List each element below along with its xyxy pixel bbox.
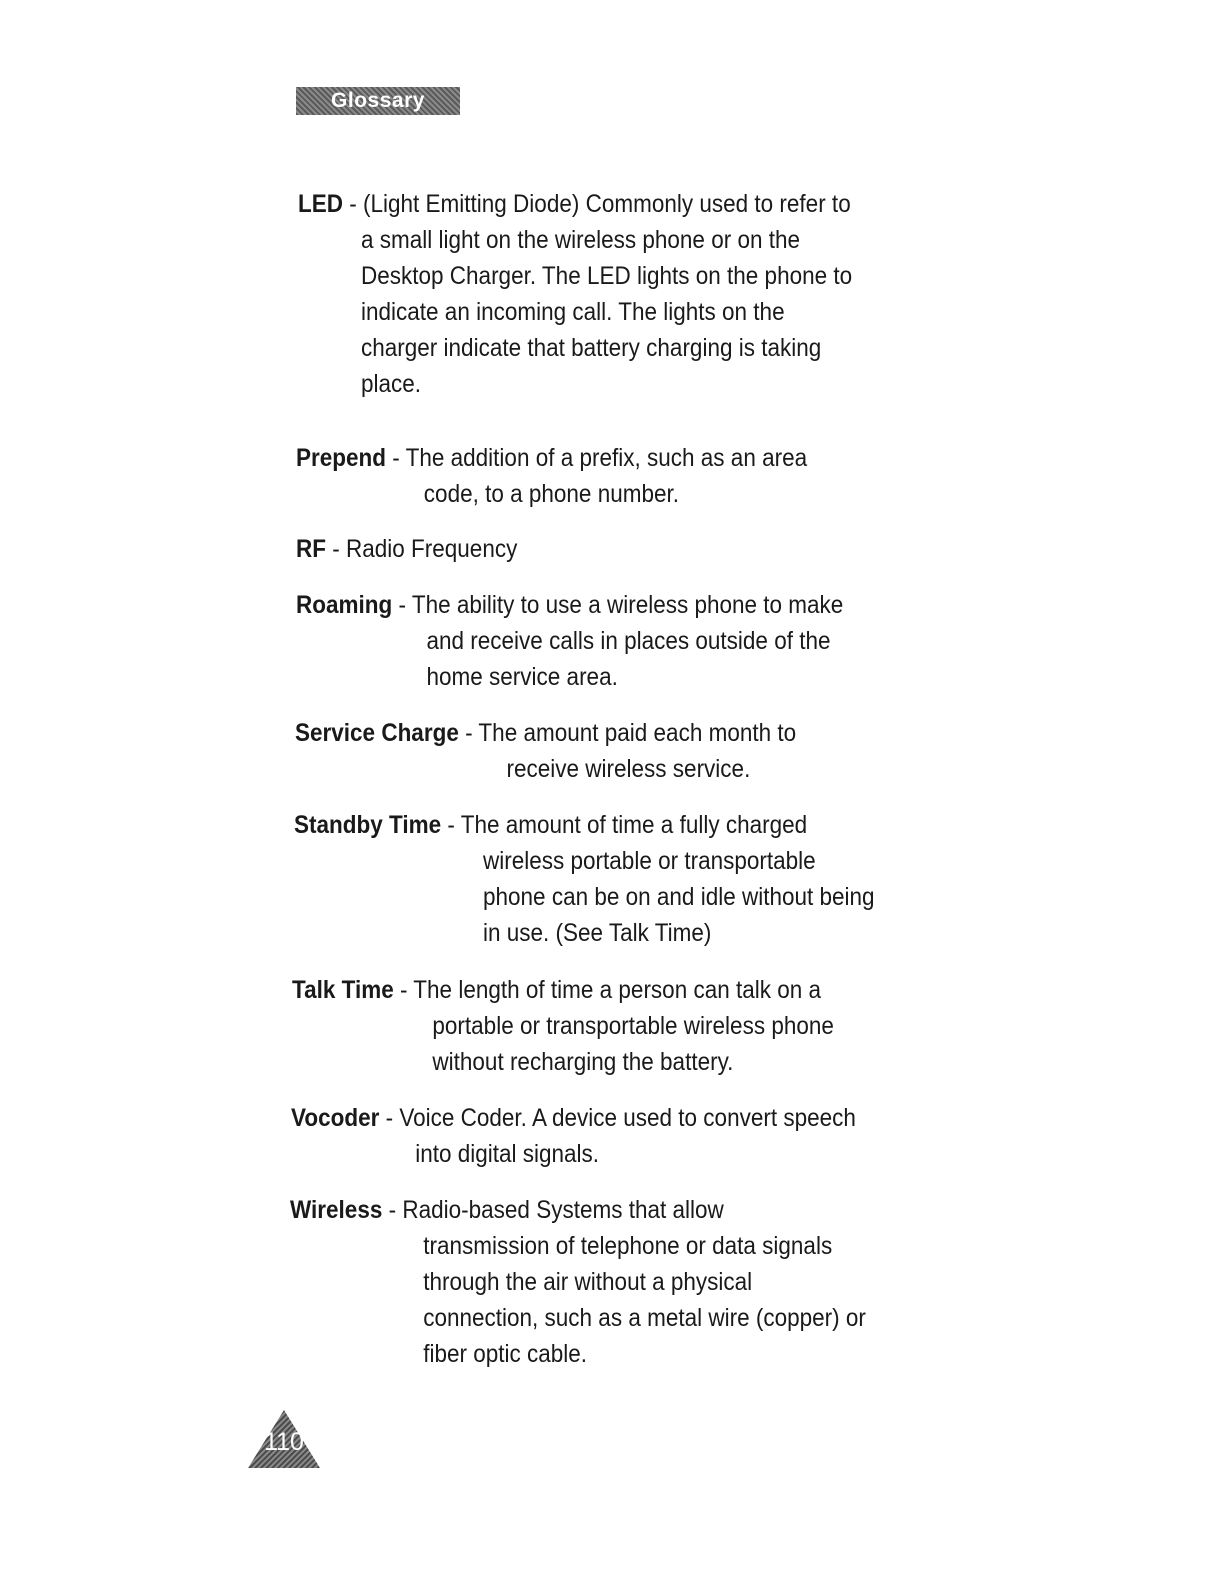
glossary-term: Standby Time: [294, 811, 442, 839]
definition-line: The length of time a person can talk on a: [413, 976, 822, 1004]
definition-line: receive wireless service.: [506, 755, 751, 783]
glossary-entry-vocoder: Vocoder - Voice Coder. A device used to convert speech into digital signals.: [291, 1100, 856, 1172]
definition-line: code, to a phone number.: [423, 480, 679, 508]
definition-line: Desktop Charger. The LED lights on the phone to: [361, 262, 853, 290]
definition-line: through the air without a physical: [423, 1268, 753, 1296]
glossary-term: Prepend: [296, 444, 387, 472]
glossary-entry-rf: RF - Radio Frequency: [296, 535, 518, 563]
definition-line: and receive calls in places outside of the: [426, 627, 831, 655]
glossary-term: LED: [298, 190, 343, 218]
glossary-term: Wireless: [290, 1196, 383, 1224]
definition-line: portable or transportable wireless phone: [432, 1012, 834, 1040]
glossary-term: Roaming: [296, 591, 393, 619]
definition-line: The ability to use a wireless phone to make: [411, 591, 844, 619]
definition-line: Radio Frequency: [345, 535, 518, 563]
glossary-entry-led: LED - (Light Emitting Diode) Commonly used to refer to a small light on the wireless phone or on the Desktop Charger. The LED lights on the phone to indicate an incoming call. The lights on the charger indicate that battery charging is taking place.: [298, 186, 852, 402]
glossary-term: Service Charge: [295, 719, 459, 747]
glossary-term: RF: [296, 535, 326, 563]
glossary-term: Talk Time: [292, 976, 394, 1004]
glossary-entry-prepend: Prepend - The addition of a prefix, such as an area code, to a phone number.: [296, 440, 807, 512]
definition-line: The addition of a prefix, such as an area: [405, 444, 808, 472]
definition-line: home service area.: [426, 663, 618, 691]
glossary-entry-standby-time: Standby Time - The amount of time a fully charged wireless portable or transportable phone can be on and idle without being in use. (See Talk Time): [294, 807, 875, 951]
section-title: Glossary: [331, 89, 425, 112]
glossary-entry-roaming: Roaming - The ability to use a wireless phone to make and receive calls in places outside of the home service area.: [296, 587, 843, 695]
definition-line: into digital signals.: [415, 1140, 600, 1168]
definition-line: (Light Emitting Diode) Commonly used to refer to: [362, 190, 851, 218]
definition-line: Voice Coder. A device used to convert speech: [399, 1104, 856, 1132]
glossary-entry-service-charge: Service Charge - The amount paid each month to receive wireless service.: [295, 715, 796, 787]
section-header-tab: [296, 87, 460, 115]
definition-line: The amount paid each month to: [478, 719, 797, 747]
definition-line: phone can be on and idle without being: [483, 883, 875, 911]
definition-line: transmission of telephone or data signals: [423, 1232, 833, 1260]
glossary-entry-talk-time: Talk Time - The length of time a person can talk on a portable or transportable wireless phone without recharging the battery.: [292, 972, 834, 1080]
definition-line: The amount of time a fully charged: [460, 811, 808, 839]
definition-line: charger indicate that battery charging is taking: [361, 334, 822, 362]
definition-line: in use. (See Talk Time): [483, 919, 712, 947]
definition-line: place.: [361, 370, 422, 398]
definition-line: fiber optic cable.: [423, 1340, 588, 1368]
page-number: 110: [264, 1428, 304, 1456]
glossary-entry-wireless: Wireless - Radio-based Systems that allow transmission of telephone or data signals through the air without a physical connection, such as a metal wire (copper) or fiber optic cable.: [290, 1192, 866, 1372]
definition-line: connection, such as a metal wire (copper) or: [423, 1304, 866, 1332]
definition-line: without recharging the battery.: [432, 1048, 734, 1076]
definition-line: indicate an incoming call. The lights on the: [361, 298, 785, 326]
definition-line: wireless portable or transportable: [483, 847, 816, 875]
glossary-term: Vocoder: [291, 1104, 380, 1132]
definition-line: Radio-based Systems that allow: [402, 1196, 724, 1224]
definition-line: a small light on the wireless phone or on the: [361, 226, 801, 254]
